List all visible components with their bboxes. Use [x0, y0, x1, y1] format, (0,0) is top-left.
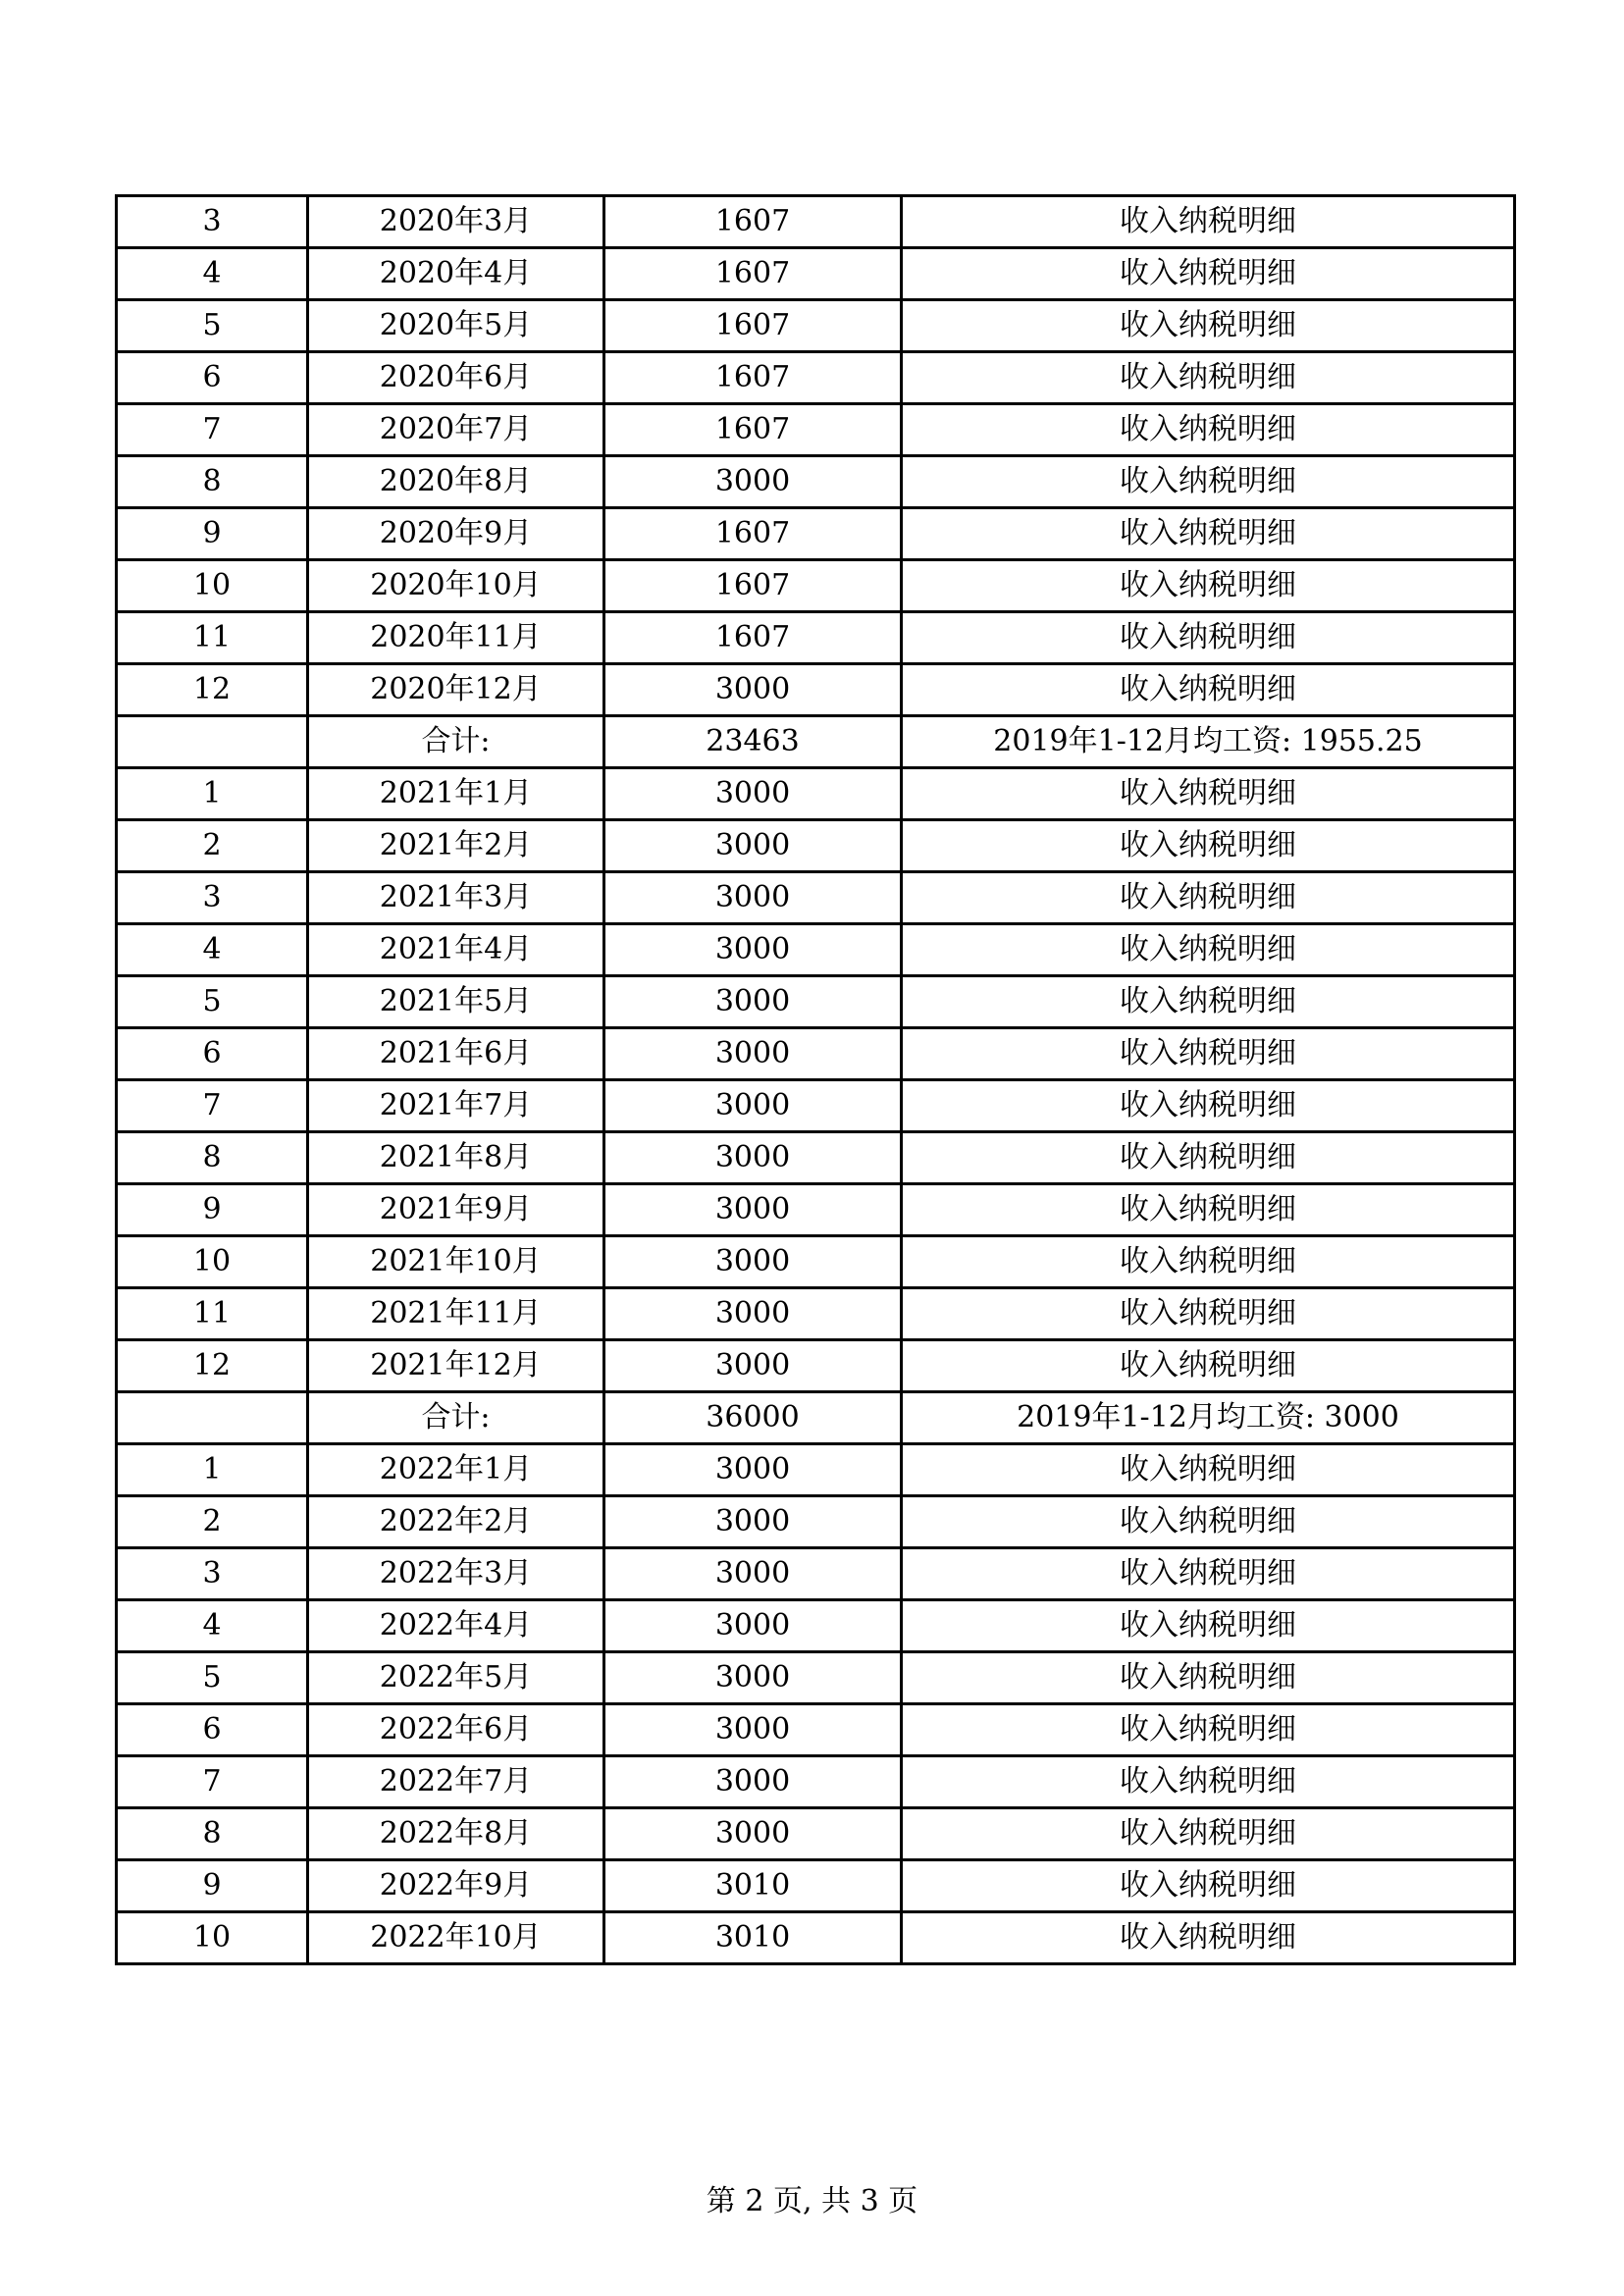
- seq-cell: 3: [117, 872, 308, 924]
- amount-cell: 1607: [604, 404, 902, 456]
- seq-cell: [117, 1392, 308, 1444]
- note-cell: 收入纳税明细: [902, 1600, 1515, 1652]
- seq-cell: 5: [117, 976, 308, 1028]
- amount-cell: 3000: [604, 1704, 902, 1756]
- amount-cell: 3000: [604, 1808, 902, 1860]
- note-cell: 收入纳税明细: [902, 1288, 1515, 1340]
- table-row: [117, 1444, 1515, 1496]
- note-cell: 2019年1-12月均工资: 1955.25: [902, 716, 1515, 768]
- seq-cell: 3: [117, 1548, 308, 1600]
- table-row: [117, 508, 1515, 560]
- note-cell: 收入纳税明细: [902, 1028, 1515, 1080]
- note-cell: 收入纳税明细: [902, 1184, 1515, 1236]
- table-row: [117, 768, 1515, 820]
- month-cell: 2021年7月: [308, 1080, 604, 1132]
- table-row: [117, 248, 1515, 300]
- amount-cell: 3000: [604, 820, 902, 872]
- seq-cell: 2: [117, 820, 308, 872]
- amount-cell: 1607: [604, 508, 902, 560]
- table-row: [117, 1808, 1515, 1860]
- note-cell: 收入纳税明细: [902, 1496, 1515, 1548]
- note-cell: 收入纳税明细: [902, 924, 1515, 976]
- amount-cell: 3000: [604, 1184, 902, 1236]
- table-row: [117, 1704, 1515, 1756]
- seq-cell: 4: [117, 1600, 308, 1652]
- month-cell: 2020年9月: [308, 508, 604, 560]
- note-cell: 收入纳税明细: [902, 1756, 1515, 1808]
- amount-cell: 3000: [604, 1132, 902, 1184]
- table-row: [117, 1600, 1515, 1652]
- note-cell: 收入纳税明细: [902, 1548, 1515, 1600]
- amount-cell: 3010: [604, 1912, 902, 1964]
- month-cell: 2020年5月: [308, 300, 604, 352]
- table-row: [117, 976, 1515, 1028]
- table-row: [117, 1236, 1515, 1288]
- seq-cell: 8: [117, 456, 308, 508]
- seq-cell: 9: [117, 508, 308, 560]
- table-row: [117, 1496, 1515, 1548]
- amount-cell: 3000: [604, 1288, 902, 1340]
- month-cell: 2021年2月: [308, 820, 604, 872]
- month-cell: 2020年10月: [308, 560, 604, 612]
- table-row: [117, 1756, 1515, 1808]
- seq-cell: 9: [117, 1860, 308, 1912]
- month-cell: 2020年6月: [308, 352, 604, 404]
- note-cell: 收入纳税明细: [902, 1808, 1515, 1860]
- note-cell: 收入纳税明细: [902, 248, 1515, 300]
- note-cell: 收入纳税明细: [902, 872, 1515, 924]
- seq-cell: 7: [117, 1080, 308, 1132]
- seq-cell: 11: [117, 1288, 308, 1340]
- amount-cell: 3000: [604, 664, 902, 716]
- table-row: [117, 1340, 1515, 1392]
- month-cell: 2021年9月: [308, 1184, 604, 1236]
- table-row: [117, 352, 1515, 404]
- amount-cell: 3000: [604, 1236, 902, 1288]
- amount-cell: 3000: [604, 976, 902, 1028]
- seq-cell: 11: [117, 612, 308, 664]
- note-cell: 收入纳税明细: [902, 1340, 1515, 1392]
- month-cell: 2022年1月: [308, 1444, 604, 1496]
- note-cell: 收入纳税明细: [902, 404, 1515, 456]
- seq-cell: 4: [117, 248, 308, 300]
- note-cell: 收入纳税明细: [902, 664, 1515, 716]
- page-footer: 第 2 页, 共 3 页: [706, 2184, 918, 2218]
- seq-cell: 6: [117, 352, 308, 404]
- table-row: [117, 196, 1515, 248]
- seq-cell: 6: [117, 1028, 308, 1080]
- note-cell: 收入纳税明细: [902, 976, 1515, 1028]
- seq-cell: 1: [117, 768, 308, 820]
- amount-cell: 1607: [604, 612, 902, 664]
- table-row: [117, 924, 1515, 976]
- table-row: [117, 300, 1515, 352]
- note-cell: 收入纳税明细: [902, 508, 1515, 560]
- amount-cell: 3000: [604, 1028, 902, 1080]
- month-cell: 2021年12月: [308, 1340, 604, 1392]
- seq-cell: 12: [117, 1340, 308, 1392]
- table-row: [117, 872, 1515, 924]
- note-cell: 收入纳税明细: [902, 1860, 1515, 1912]
- month-cell: 2021年8月: [308, 1132, 604, 1184]
- table-row: [117, 664, 1515, 716]
- seq-cell: 10: [117, 560, 308, 612]
- month-cell: 2022年3月: [308, 1548, 604, 1600]
- amount-cell: 3000: [604, 1340, 902, 1392]
- table-body: [117, 196, 1515, 1964]
- seq-cell: 5: [117, 300, 308, 352]
- table-row: [117, 1288, 1515, 1340]
- amount-cell: 3000: [604, 768, 902, 820]
- note-cell: 收入纳税明细: [902, 1704, 1515, 1756]
- total-row: [117, 1392, 1515, 1444]
- table-row: [117, 404, 1515, 456]
- month-cell: 2020年8月: [308, 456, 604, 508]
- month-cell: 2021年1月: [308, 768, 604, 820]
- table-row: [117, 612, 1515, 664]
- seq-cell: 1: [117, 1444, 308, 1496]
- month-cell: 合计:: [308, 716, 604, 768]
- seq-cell: [117, 716, 308, 768]
- month-cell: 2022年9月: [308, 1860, 604, 1912]
- month-cell: 2022年10月: [308, 1912, 604, 1964]
- table-row: [117, 820, 1515, 872]
- month-cell: 2020年7月: [308, 404, 604, 456]
- amount-cell: 3000: [604, 1080, 902, 1132]
- table-row: [117, 1860, 1515, 1912]
- seq-cell: 8: [117, 1808, 308, 1860]
- month-cell: 2021年10月: [308, 1236, 604, 1288]
- month-cell: 2022年2月: [308, 1496, 604, 1548]
- table-row: [117, 1548, 1515, 1600]
- amount-cell: 3010: [604, 1860, 902, 1912]
- seq-cell: 7: [117, 404, 308, 456]
- seq-cell: 9: [117, 1184, 308, 1236]
- note-cell: 收入纳税明细: [902, 1132, 1515, 1184]
- note-cell: 收入纳税明细: [902, 612, 1515, 664]
- seq-cell: 10: [117, 1912, 308, 1964]
- seq-cell: 7: [117, 1756, 308, 1808]
- amount-cell: 1607: [604, 300, 902, 352]
- amount-cell: 1607: [604, 352, 902, 404]
- income-tax-table: [115, 194, 1516, 1965]
- seq-cell: 2: [117, 1496, 308, 1548]
- table-row: [117, 456, 1515, 508]
- amount-cell: 3000: [604, 872, 902, 924]
- note-cell: 2019年1-12月均工资: 3000: [902, 1392, 1515, 1444]
- month-cell: 2022年5月: [308, 1652, 604, 1704]
- note-cell: 收入纳税明细: [902, 1652, 1515, 1704]
- seq-cell: 8: [117, 1132, 308, 1184]
- note-cell: 收入纳税明细: [902, 196, 1515, 248]
- table-row: [117, 1184, 1515, 1236]
- note-cell: 收入纳税明细: [902, 820, 1515, 872]
- month-cell: 2021年5月: [308, 976, 604, 1028]
- note-cell: 收入纳税明细: [902, 1912, 1515, 1964]
- note-cell: 收入纳税明细: [902, 300, 1515, 352]
- month-cell: 2022年7月: [308, 1756, 604, 1808]
- month-cell: 2020年3月: [308, 196, 604, 248]
- note-cell: 收入纳税明细: [902, 456, 1515, 508]
- amount-cell: 3000: [604, 456, 902, 508]
- seq-cell: 5: [117, 1652, 308, 1704]
- month-cell: 2022年6月: [308, 1704, 604, 1756]
- month-cell: 2022年4月: [308, 1600, 604, 1652]
- month-cell: 合计:: [308, 1392, 604, 1444]
- total-row: [117, 716, 1515, 768]
- month-cell: 2022年8月: [308, 1808, 604, 1860]
- month-cell: 2020年12月: [308, 664, 604, 716]
- table-row: [117, 1080, 1515, 1132]
- amount-cell: 1607: [604, 196, 902, 248]
- month-cell: 2021年11月: [308, 1288, 604, 1340]
- seq-cell: 10: [117, 1236, 308, 1288]
- note-cell: 收入纳税明细: [902, 768, 1515, 820]
- amount-cell: 3000: [604, 1756, 902, 1808]
- month-cell: 2020年4月: [308, 248, 604, 300]
- amount-cell: 3000: [604, 1652, 902, 1704]
- amount-cell: 3000: [604, 1600, 902, 1652]
- amount-cell: 3000: [604, 924, 902, 976]
- table-row: [117, 1912, 1515, 1964]
- seq-cell: 4: [117, 924, 308, 976]
- month-cell: 2020年11月: [308, 612, 604, 664]
- amount-cell: 1607: [604, 560, 902, 612]
- note-cell: 收入纳税明细: [902, 560, 1515, 612]
- amount-cell: 3000: [604, 1444, 902, 1496]
- seq-cell: 6: [117, 1704, 308, 1756]
- table-row: [117, 560, 1515, 612]
- table-row: [117, 1132, 1515, 1184]
- note-cell: 收入纳税明细: [902, 1236, 1515, 1288]
- amount-cell: 36000: [604, 1392, 902, 1444]
- seq-cell: 3: [117, 196, 308, 248]
- seq-cell: 12: [117, 664, 308, 716]
- amount-cell: 23463: [604, 716, 902, 768]
- month-cell: 2021年6月: [308, 1028, 604, 1080]
- note-cell: 收入纳税明细: [902, 1080, 1515, 1132]
- month-cell: 2021年4月: [308, 924, 604, 976]
- amount-cell: 3000: [604, 1548, 902, 1600]
- table-row: [117, 1652, 1515, 1704]
- amount-cell: 3000: [604, 1496, 902, 1548]
- month-cell: 2021年3月: [308, 872, 604, 924]
- table-row: [117, 1028, 1515, 1080]
- amount-cell: 1607: [604, 248, 902, 300]
- note-cell: 收入纳税明细: [902, 352, 1515, 404]
- note-cell: 收入纳税明细: [902, 1444, 1515, 1496]
